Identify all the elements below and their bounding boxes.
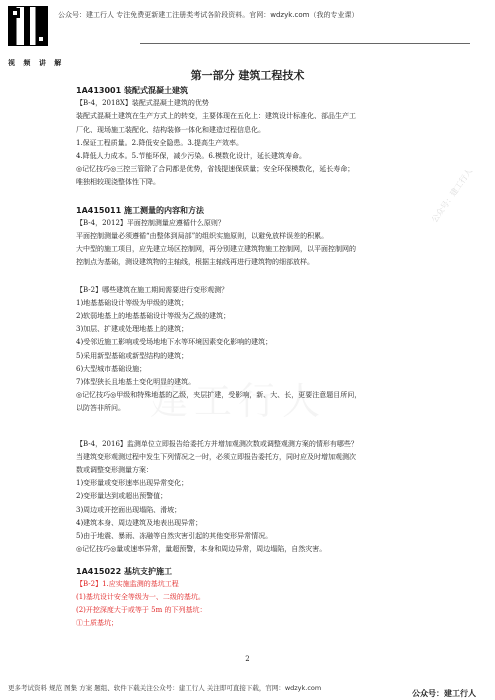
text-line: 4)建筑本身、周边建筑及地表出现异常；: [76, 518, 203, 527]
footer-text: 更多考试资料 规范 图集 方案 题组、软件下载关注公众号：建工行人 关注即可直接下载，官网：wdzyk.com: [8, 684, 322, 692]
header-rule: [140, 43, 470, 44]
text-line: 3)周边或开挖面出现塌陷、滑坡；: [76, 505, 182, 514]
text-line: 2)变形量达到或超出预警值；: [76, 492, 168, 501]
highlight-line: ①土质基坑；: [76, 619, 118, 628]
text-line: 装配式混凝土建筑在生产方式上的转变，主要体现在五化上：建筑设计标准化、部品生产工: [76, 112, 356, 121]
text-line: 当建筑变形观测过程中发生下列情况之一时，必须立即报告委托方，同时应及时增加观测次: [76, 452, 356, 461]
question: 【B-4，2012】平面控制测量应遵循什么原则？: [76, 218, 225, 227]
text-line: 4)受邻近施工影响或受场地地下水等环境因素变化影响的建筑；: [76, 338, 273, 347]
highlight-line: 【B-2】1.应实施监测的基坑工程: [76, 579, 179, 588]
text-line: 7)体型狭长且地基土变化明显的建筑。: [76, 378, 196, 387]
text-line: 5)采用新型基础或新型结构的建筑；: [76, 351, 189, 360]
page-number: 2: [245, 655, 250, 663]
text-line: 3)加层、扩建或处理地基上的建筑；: [76, 325, 189, 334]
highlight-line: (2)开挖深度大于或等于 5m 的下列基坑：: [76, 606, 207, 615]
text-line: ◎记忆技巧◎量或速率异常，量超预警，本身和周边异常，周边塌陷，自然灾害。: [76, 545, 327, 554]
text-line: 大中型的施工项目，应先建立场区控制网，再分别建立建筑物施工控制网，以平面控制网的: [76, 245, 356, 254]
text-line: 平面控制测量必须遵循“由整体到局部”的组织实施原则，以避免放样误差的积累。: [76, 232, 329, 241]
qr-code: [8, 6, 48, 46]
qr-label: 视 频 讲 解: [8, 58, 65, 67]
question: 【B-2】哪些建筑在施工期间需要进行变形观测？: [76, 285, 229, 294]
section-heading: 1A415022 基坑支护施工: [76, 566, 172, 576]
text-line: ◎记忆技巧◎甲级和特殊地基的乙级，夹层扩建，受影响，新、大、长，更要注意题目所问，: [76, 391, 362, 400]
side-watermark: 公众号：建工行人: [429, 166, 475, 225]
section-heading: 1A415011 施工测量的内容和方法: [76, 205, 204, 215]
footer-brand: 公众号：建工行人: [412, 689, 476, 698]
document-body: [76, 84, 432, 631]
text-line: 6)大型城市基础设施；: [76, 364, 147, 373]
text-line: 以防答非所问。: [76, 404, 125, 413]
text-line: 厂化、现场施工装配化、结构装修一体化和建造过程信息化。: [76, 125, 265, 134]
text-line: ◎记忆技巧◎三控三管除了合同都是优势，省钱提速保质量；安全环保模数化，延长寿命；: [76, 165, 355, 174]
text-line: 1.保证工程质量。2.降低安全隐患。3.提高生产效率。: [76, 138, 244, 147]
header-banner: 公众号：建工行人 专注免费更新建工注册类考试各阶段资料。官网：wdzyk.com（我的专业课）: [58, 11, 359, 19]
text-line: 1)变形量或变形速率出现异常变化；: [76, 479, 189, 488]
section-heading: 1A413001 装配式混凝土建筑: [76, 86, 188, 95]
question: 【B-4，2018X】装配式混凝土建筑的优势: [76, 99, 209, 108]
page-title: 第一部分 建筑工程技术: [190, 69, 305, 82]
text-line: 唯独相较现浇整体性下降。: [76, 178, 160, 187]
text-line: 数或调整变形测量方案：: [76, 466, 153, 475]
highlight-line: (1)基坑设计安全等级为一、二级的基坑。: [76, 592, 205, 601]
text-line: 控制点为基础，测设建筑物的主轴线，根据主轴线再进行建筑物的细部放样。: [76, 258, 314, 267]
text-line: 1)地基基础设计等级为甲级的建筑；: [76, 298, 189, 307]
text-line: 4.降低人力成本。5.节能环保，减少污染。6.模数化设计，延长建筑寿命。: [76, 152, 307, 161]
text-line: 5)由于地震、暴雨、冻融等自然灾害引起的其他变形异常情况。: [76, 532, 273, 541]
question: 【B-4，2016】监测单位立即报告给委托方并增加观测次数或调整观测方案的情形有哪些？: [76, 439, 358, 448]
text-line: 2)软弱地基上的地基基础设计等级为乙级的建筑；: [76, 312, 231, 321]
